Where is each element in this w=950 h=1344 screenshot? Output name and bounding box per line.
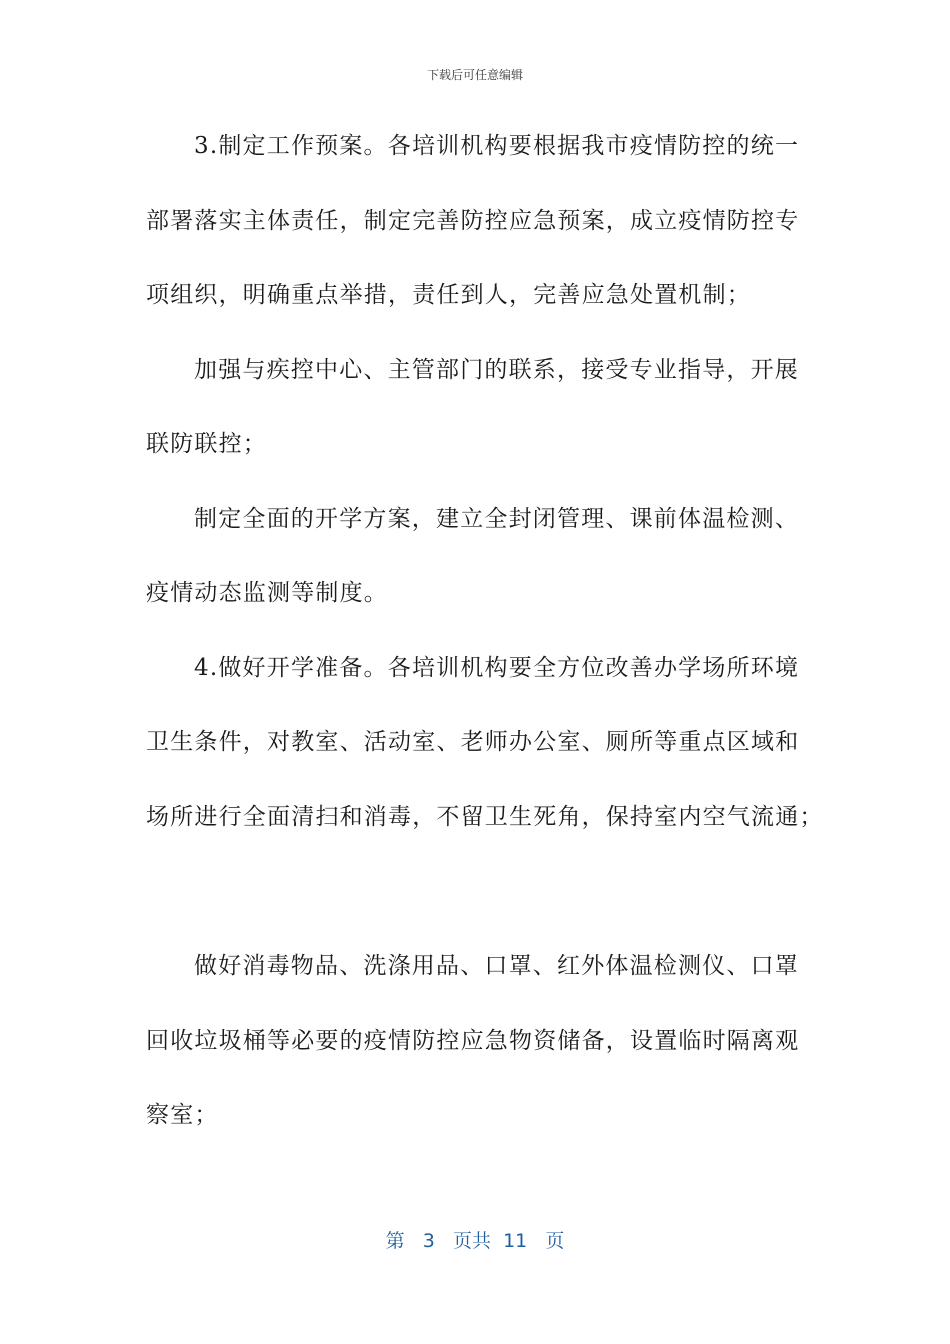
paragraph-line: 察室； — [146, 1102, 219, 1128]
footer-middle: 页共 — [452, 1230, 491, 1252]
paragraph-line: 场所进行全面清扫和消毒，不留卫生死角，保持室内空气流通； — [146, 804, 824, 830]
paragraph-line: 项组织，明确重点举措，责任到人，完善应急处置机制； — [146, 282, 751, 308]
paragraph-line: 加强与疾控中心、主管部门的联系，接受专业指导，开展 — [194, 357, 799, 383]
paragraph-line: 部署落实主体责任，制定完善防控应急预案，成立疫情防控专 — [146, 208, 800, 234]
paragraph-line: 制定全面的开学方案，建立全封闭管理、课前体温检测、 — [194, 506, 799, 532]
paragraph-line: 回收垃圾桶等必要的疫情防控应急物资储备，设置临时隔离观 — [146, 1028, 800, 1054]
page-header: 下载后可任意编辑 — [426, 68, 523, 82]
current-page-number: 3 — [422, 1230, 435, 1252]
paragraph-line: 联防联控； — [146, 431, 267, 457]
paragraph-line: 4.做好开学准备。各培训机构要全方位改善办学场所环境 — [194, 655, 800, 681]
paragraph-line: 卫生条件，对教室、活动室、老师办公室、厕所等重点区域和 — [146, 729, 800, 755]
paragraph-line: 3.制定工作预案。各培训机构要根据我市疫情防控的统一 — [194, 133, 800, 159]
footer-prefix: 第 — [385, 1230, 405, 1252]
paragraph-line: 做好消毒物品、洗涤用品、口罩、红外体温检测仪、口罩 — [194, 953, 799, 979]
paragraph-line: 疫情动态监测等制度。 — [146, 580, 388, 606]
footer-suffix: 页 — [545, 1230, 565, 1252]
page-number-footer — [0, 1226, 950, 1253]
total-page-count: 11 — [503, 1230, 528, 1252]
